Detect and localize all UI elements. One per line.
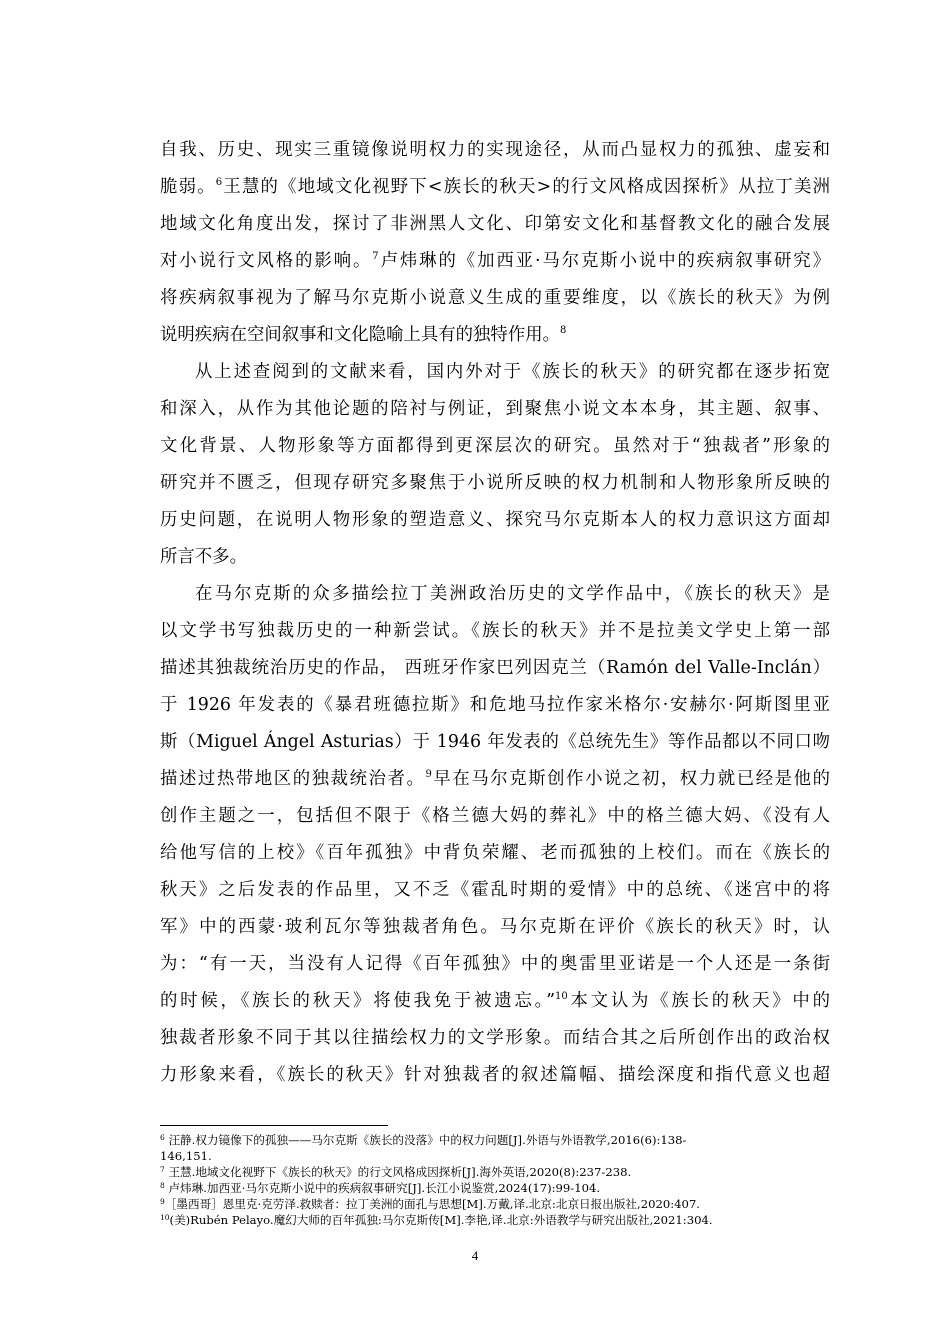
footnote-10: $^{10}$(美)Rubén Pelayo.魔幻大师的百年孤独:马尔克斯传[M].李艳,译.北京:外语教学与研究出版社,2021:304. [160, 1213, 713, 1227]
text-line-17: 斯（Miguel Ángel Asturias）于 1946 年发表的《总统先生》等作品都以不同口吻 [160, 732, 830, 752]
text-line-3: 地域文化角度出发，探讨了非洲黑人文化、印第安文化和基督教文化的融合发展 [160, 214, 830, 234]
text-line-1: 自我、历史、现实三重镜像说明权力的实现途径，从而凸显权力的孤独、虚妄和 [160, 140, 830, 160]
text-line-4: 对小说行文风格的影响。$^7$卢炜琳的《加西亚·马尔克斯小说中的疾病叙事研究》 [160, 251, 830, 271]
footnote-8: $^8$ 卢炜琳.加西亚·马尔克斯小说中的疾病叙事研究[J].长江小说鉴赏,2024(17):99-104. [160, 1181, 601, 1195]
footnote-7: $^7$ 王慧.地域文化视野下《族长的秋天》的行文风格成因探析[J].海外英语,2020(8):237-238. [160, 1165, 632, 1179]
text-line-16: 于 1926 年发表的《暴君班德拉斯》和危地马拉作家米格尔·安赫尔·阿斯图里亚 [160, 695, 830, 715]
footnote-separator [160, 1125, 388, 1126]
footnote-6: $^6$ 汪静.权力镜像下的孤独——马尔克斯《族长的没落》中的权力问题[J].外语与外语教学,2016(6):138- [160, 1133, 687, 1147]
text-line-8: 和深入，从作为其他论题的陪衬与例证，到聚焦小说文本本身，其主题、叙事、 [160, 399, 830, 419]
text-line-26: 力形象来看，《族长的秋天》针对独裁者的叙述篇幅、描绘深度和指代意义也超 [160, 1065, 830, 1085]
text-line-19: 创作主题之一，包括但不限于《格兰德大妈的葬礼》中的格兰德大妈、《没有人 [160, 806, 830, 826]
text-line-6: 说明疾病在空间叙事和文化隐喻上具有的独特作用。$^8$ [160, 325, 567, 345]
text-line-9: 文化背景、人物形象等方面都得到更深层次的研究。虽然对于“独裁者”形象的 [160, 436, 830, 456]
page-number: 4 [471, 1248, 479, 1263]
text-line-14: 以文学书写独裁历史的一种新尝试。《族长的秋天》并不是拉美文学史上第一部 [160, 621, 830, 641]
footnote-6-continued: 146,151. [160, 1149, 212, 1163]
footnote-9: $^9$［墨西哥］恩里克·克劳泽.救赎者：拉丁美洲的面孔与思想[M].万戴,译.北京:北京日报出版社,2020:407. [160, 1197, 700, 1211]
text-line-5: 将疾病叙事视为了解马尔克斯小说意义生成的重要维度，以《族长的秋天》为例 [160, 288, 830, 308]
text-line-21: 秋天》之后发表的作品里，又不乏《霍乱时期的爱情》中的总统、《迷宫中的将 [160, 880, 830, 900]
text-line-13: 在马尔克斯的众多描绘拉丁美洲政治历史的文学作品中，《族长的秋天》是 [195, 584, 830, 604]
footnotes [160, 1125, 830, 1228]
footnote-ref-6[interactable]: 6 [215, 177, 223, 188]
text-line-11: 历史问题，在说明人物形象的塑造意义、探究马尔克斯本人的权力意识这方面却 [160, 510, 830, 530]
text-line-2: 脆弱。$^6$王慧的《地域文化视野下<族长的秋天>的行文风格成因探析》从拉丁美洲 [160, 177, 830, 197]
text-line-7: 从上述查阅到的文献来看，国内外对于《族长的秋天》的研究都在逐步拓宽 [195, 362, 830, 382]
footnote-ref-8[interactable]: 8 [560, 325, 567, 336]
text-line-23: 为：“有一天，当没有人记得《百年孤独》中的奥雷里亚诺是一个人还是一条街 [160, 954, 830, 974]
text-line-22: 军》中的西蒙·玻利瓦尔等独裁者角色。马尔克斯在评价《族长的秋天》时，认 [160, 917, 830, 937]
text-line-15: 描述其独裁统治历史的作品， 西班牙作家巴列因克兰（Ramón del Valle-Inclán） [160, 658, 830, 678]
text-line-10: 研究并不匮乏，但现存研究多聚焦于小说所反映的权力机制和人物形象所反映的 [160, 473, 830, 493]
text-line-25: 独裁者形象不同于其以往描绘权力的文学形象。而结合其之后所创作出的政治权 [160, 1028, 830, 1048]
text-line-20: 给他写信的上校》《百年孤独》中背负荣耀、老而孤独的上校们。而在《族长的 [160, 843, 830, 863]
footnote-ref-7[interactable]: 7 [372, 251, 379, 262]
text-line-12: 所言不多。 [160, 547, 247, 567]
text-line-18: 描述过热带地区的独裁统治者。$^9$早在马尔克斯创作小说之初，权力就已经是他的 [160, 769, 830, 789]
footnote-ref-9[interactable]: 9 [425, 769, 432, 780]
text-line-24: 的时候，《族长的秋天》将使我免于被遗忘。”$^{10}$本文认为《族长的秋天》中的 [160, 991, 830, 1011]
footnote-ref-10[interactable]: 10 [554, 991, 568, 1002]
body-text [160, 132, 830, 1094]
